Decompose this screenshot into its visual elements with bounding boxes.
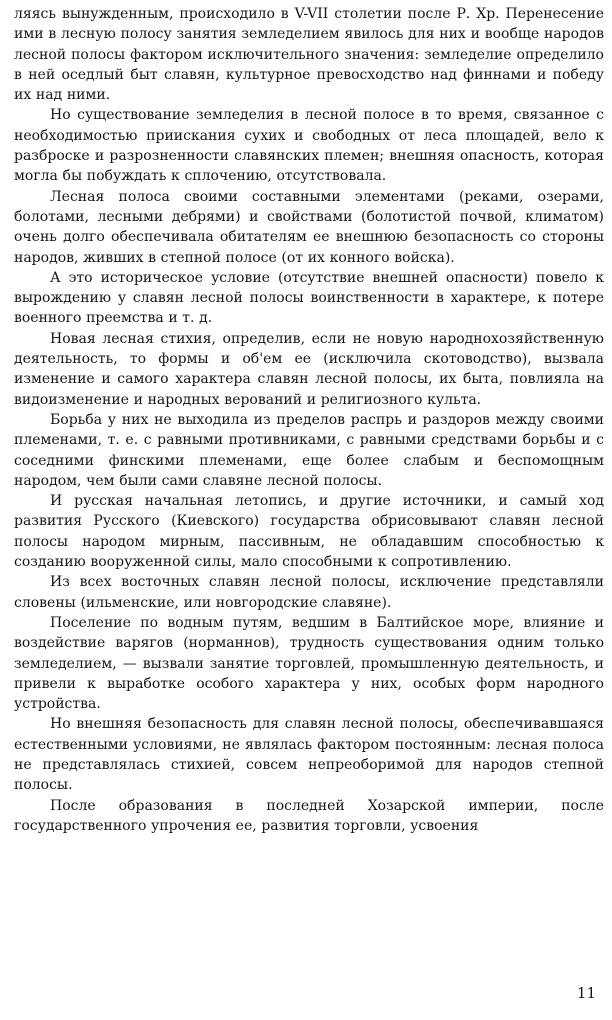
paragraph-7: И русская начальная летопись, и другие источники, и самый ход развития Русского (Киевского) государства обрисовывают славян лесной полосы народом мирным, пассивным, не обладавшим способностью к созданию вооруженной силы, мало способными к сопротивлению. [14,493,604,571]
paragraph-8: Из всех восточных славян лесной полосы, исключение представляли словены (ильменские, или новгородские славяне). [14,574,604,611]
page-text [14,4,604,836]
paragraph-2: Но существование земледелия в лесной полосе в то время, связанное с необходимостью приискания сухих и свободных от леса площадей, вело к разброске и разрозненности славянских племен; внешняя опасность, которая могла бы побуждать к сплочению, отсутствовала. [14,107,604,185]
paragraph-5: Новая лесная стихия, определив, если не новую народнохозяйственную деятельность, то формы и об'ем ее (исключила скотоводство), вызвала изменение и самого характера славян лесной полосы, их быта, повлияла на видоизменение и народных верований и религиозного культа. [14,330,604,408]
paragraph-6: Борьба у них не выходила из пределов распрь и раздоров между своими племенами, т. е. с равными противниками, с равными средствами борьбы и с соседними финскими племенами, еще более слабым и беспомощным народом, чем были сами славяне лесной полосы. [14,411,604,489]
paragraph-10: Но внешняя безопасность для славян лесной полосы, обеспечивавшаяся естественными условиями, не являлась фактором постоянным: лесная полоса не представлялась стихией, совсем непреоборимой для народов степной полосы. [14,716,604,794]
paragraph-11: После образования в последней Хозарской империи, после государственного упрочения ее, развития торговли, усвоения [14,797,604,834]
paragraph-9: Поселение по водным путям, ведшим в Балтийское море, влияние и воздействие варягов (норманнов), трудность существования одним только земледелием, — вызвали занятие торговлей, промышленную деятельность, и привели к выработке особого характера у них, особых форм народного устройства. [14,614,604,713]
paragraph-3: Лесная полоса своими составными элементами (реками, озерами, болотами, лесными дебрями) и свойствами (болотистой почвой, климатом) очень долго обеспечивала обитателям ее внешнюю безопасность со стороны народов, живших в степной полосе (от их конного войска). [14,188,604,266]
paragraph-1: ляясь вынужденным, происходило в V-VII столетии после Р. Хр. Перенесение ими в лесную полосу занятия земледелием явилось для них и вообще народов лесной полосы фактором исключительного значения: земледелие определило в ней оседлый быт славян, культурное превосходство над финнами и победу их над ними. [14,6,604,104]
paragraph-4: А это историческое условие (отсутствие внешней опасности) повело к вырождению у славян лесной полосы воинственности в характере, к потере военного преемства и т. д. [14,269,604,327]
page-number: 11 [576,984,596,1002]
